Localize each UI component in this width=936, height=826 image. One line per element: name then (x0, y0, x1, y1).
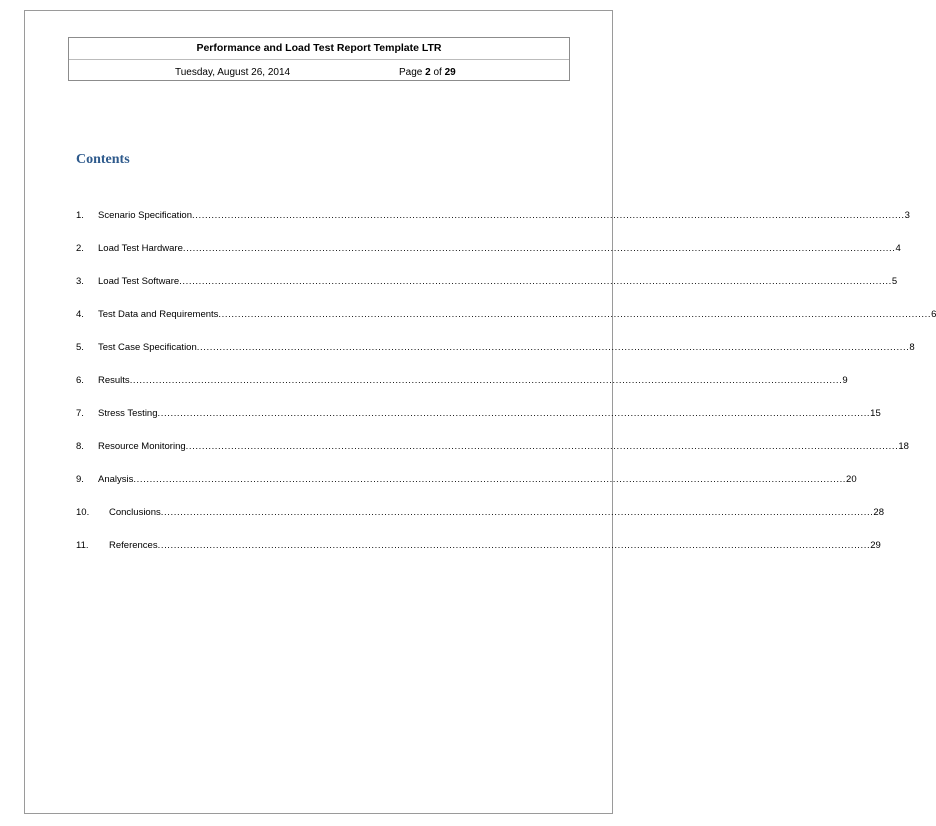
toc-entry-number: 5. (76, 342, 84, 353)
toc-entry[interactable] (76, 507, 884, 540)
toc-entry[interactable] (76, 408, 881, 441)
toc-entry[interactable] (76, 474, 857, 507)
page-of: of (433, 67, 442, 78)
toc-entry[interactable] (76, 342, 915, 375)
toc-entry-page: 15 (870, 408, 881, 419)
toc-entry-label[interactable]: Load Test Software (98, 276, 180, 287)
toc-dot-leader: ............................................................................................................................................................................................................................ (157, 408, 871, 419)
page-prefix: Page (399, 67, 423, 78)
toc-entry-label[interactable]: Test Data and Requirements (98, 309, 219, 320)
toc-dot-leader: ............................................................................................................................................................................................................................ (185, 441, 899, 452)
toc-entry[interactable] (76, 309, 936, 342)
toc-entry[interactable] (76, 276, 898, 309)
page-header (68, 37, 570, 81)
toc-entry-number: 2. (76, 243, 84, 254)
document-title: Performance and Load Test Report Template LTR (196, 42, 442, 54)
toc-dot-leader: ............................................................................................................................................................................................................................ (218, 309, 932, 320)
toc-entry[interactable] (76, 540, 881, 573)
toc-entry[interactable] (76, 243, 901, 276)
toc-entry-page: 28 (873, 507, 884, 518)
toc-entry-label[interactable]: Stress Testing (98, 408, 158, 419)
table-of-contents (76, 210, 936, 573)
toc-entry-label[interactable]: Analysis (98, 474, 134, 485)
toc-entry-label[interactable]: Results (98, 375, 130, 386)
toc-entry-number: 4. (76, 309, 84, 320)
toc-entry-label[interactable]: Conclusions (109, 507, 161, 518)
toc-entry[interactable] (76, 210, 910, 243)
toc-entry-number: 7. (76, 408, 84, 419)
header-divider (69, 59, 569, 60)
toc-entry-page: 20 (846, 474, 857, 485)
toc-entry[interactable] (76, 441, 909, 474)
toc-entry-page: 6 (931, 309, 936, 320)
toc-entry-number: 1. (76, 210, 84, 221)
toc-entry[interactable] (76, 375, 848, 408)
toc-dot-leader: ............................................................................................................................................................................................................................ (192, 210, 905, 221)
contents-heading: Contents (76, 152, 130, 167)
toc-entry-page: 5 (891, 276, 898, 287)
toc-entry-number: 11. (76, 540, 89, 551)
toc-dot-leader: ............................................................................................................................................................................................................................ (133, 474, 847, 485)
toc-entry-page: 3 (904, 210, 910, 221)
toc-dot-leader: ............................................................................................................................................................................................................................ (182, 243, 896, 254)
toc-dot-leader: ............................................................................................................................................................................................................................ (160, 507, 874, 518)
toc-entry-number: 3. (76, 276, 84, 287)
page-current: 2 (425, 67, 431, 78)
toc-entry-page: 29 (870, 540, 881, 551)
toc-entry-label[interactable]: Scenario Specification (98, 210, 192, 221)
toc-entry-label[interactable]: Test Case Specification (98, 342, 197, 353)
toc-dot-leader: ............................................................................................................................................................................................................................ (179, 276, 892, 287)
toc-entry-number: 9. (76, 474, 84, 485)
toc-entry-label[interactable]: Load Test Hardware (98, 243, 183, 254)
header-date: Tuesday, August 26, 2014 (175, 67, 291, 78)
toc-entry-page: 8 (909, 342, 915, 353)
toc-entry-page: 18 (898, 441, 909, 452)
toc-entry-label[interactable]: References (109, 540, 158, 551)
toc-dot-leader: ............................................................................................................................................................................................................................ (157, 540, 871, 551)
toc-entry-page: 9 (842, 375, 848, 386)
toc-entry-label[interactable]: Resource Monitoring (98, 441, 186, 452)
toc-dot-leader: ............................................................................................................................................................................................................................ (196, 342, 910, 353)
page-total: 29 (444, 67, 456, 78)
toc-entry-number: 6. (76, 375, 84, 386)
page-number (399, 67, 456, 78)
toc-entry-number: 10. (76, 507, 90, 518)
toc-entry-number: 8. (76, 441, 84, 452)
toc-entry-page: 4 (895, 243, 901, 254)
toc-dot-leader: ............................................................................................................................................................................................................................ (129, 375, 843, 386)
